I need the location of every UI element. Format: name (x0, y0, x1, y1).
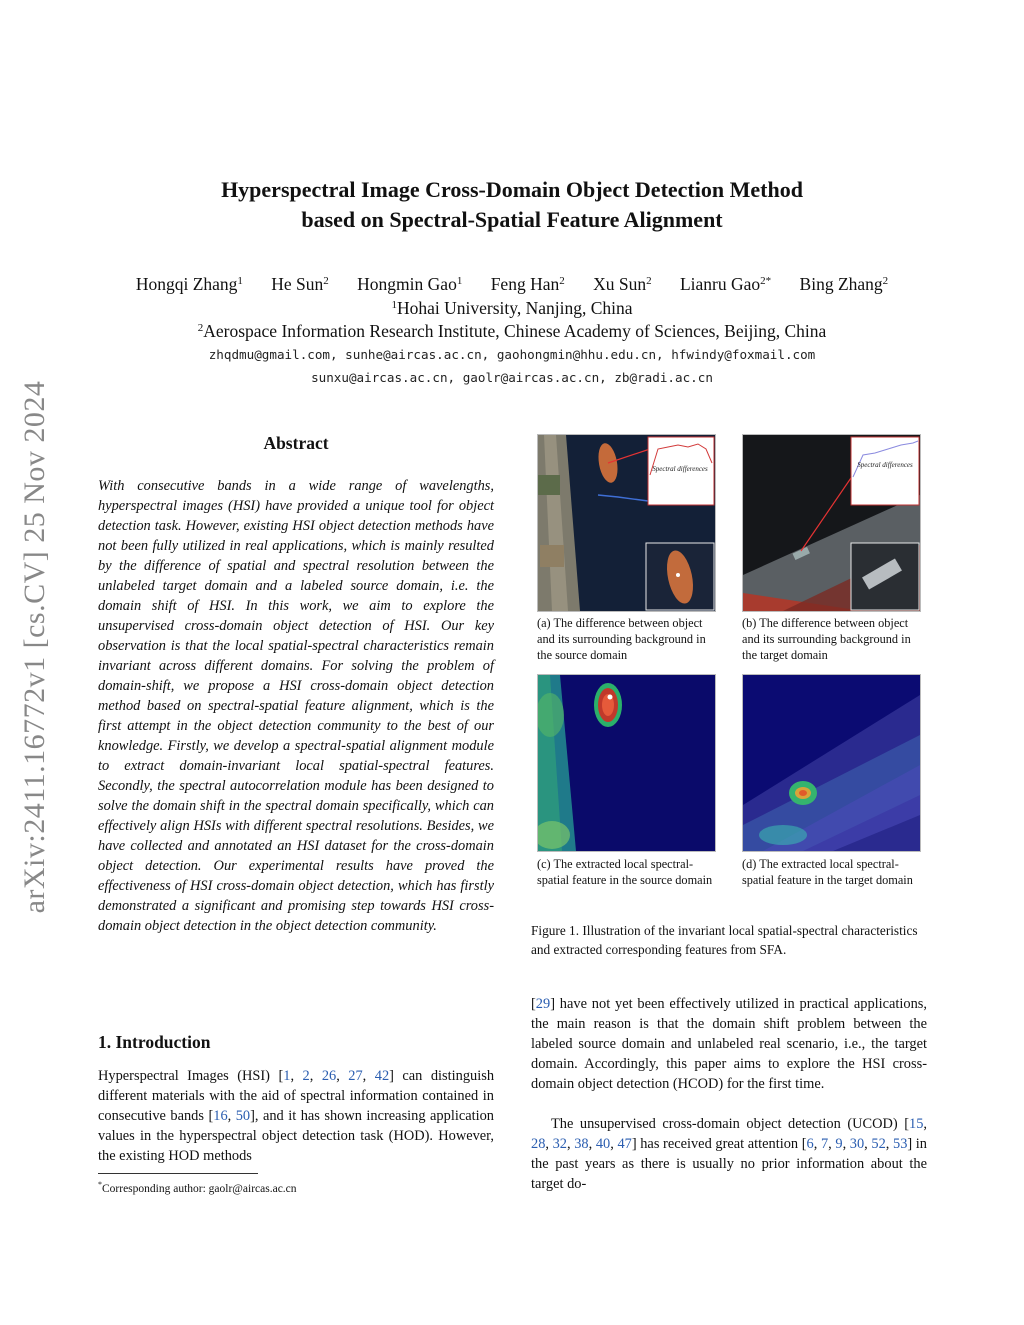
citation-link[interactable]: 28 (531, 1136, 546, 1152)
citation-link[interactable]: 7 (820, 1136, 829, 1152)
citation-link[interactable]: 15 (909, 1116, 924, 1132)
author: Bing Zhang$^2$ (799, 274, 889, 294)
figure-panel-c (537, 674, 716, 852)
intro-paragraph-right-2: The unsupervised cross-domain object detection (UCOD) [15, 28, 32, 38, 40, 47] has received great attention [6, 7, 9, 30, 52, 53] in the past years as there is usually no prior information about the target do- (531, 1116, 927, 1192)
source-feature-heatmap (538, 675, 715, 851)
citation-link[interactable]: 50 (235, 1108, 251, 1124)
affiliation-2: $^2$Aerospace Information Research Institute, Chinese Academy of Sciences, Beijing, China (197, 321, 827, 341)
footnote: *Corresponding author: gaolr@aircas.ac.cn (98, 1180, 297, 1195)
affiliation-1: $^1$Hohai University, Nanjing, China (391, 298, 633, 318)
paper-title (0, 175, 1024, 235)
target-feature-heatmap (743, 675, 920, 851)
subcaption-b: (b) The difference between object and its surrounding background in the target domain (742, 616, 911, 662)
inset-label: Spectral differences (652, 465, 708, 473)
citation-link[interactable]: 53 (893, 1136, 908, 1152)
citation-link[interactable]: 6 (806, 1136, 814, 1152)
subcaption-c: (c) The extracted local spectral-spatial feature in the source domain (537, 857, 713, 887)
target-domain-image (743, 435, 920, 611)
subcaption-a: (a) The difference between object and its surrounding background in the source domain (537, 616, 706, 662)
footnote-rule (98, 1173, 258, 1174)
citation-link[interactable]: 40 (595, 1136, 611, 1152)
citation-link[interactable]: 30 (849, 1136, 865, 1152)
author: He Sun$^2$ (271, 274, 329, 294)
author-list (0, 270, 1024, 296)
citation-link[interactable]: 47 (617, 1136, 632, 1152)
citation-link[interactable]: 52 (871, 1136, 886, 1152)
citation-link[interactable]: 42 (374, 1068, 390, 1084)
citation-link[interactable]: 27 (348, 1068, 363, 1084)
arxiv-identifier: arXiv:2411.16772v1 [cs.CV] 25 Nov 2024 (18, 380, 51, 914)
author: Xu Sun$^2$ (593, 274, 652, 294)
email-line-1: zhqdmu@gmail.com, sunhe@aircas.ac.cn, gaohongmin@hhu.edu.cn, hfwindy@foxmail.com (208, 347, 816, 362)
abstract-text: With consecutive bands in a wide range of wavelengths, hyperspectral images (HSI) have provided a unique tool for object detection task. However, existing HSI object detection methods have not been fully utilized in real applications, which is mainly resulted by the difference of spatial and spectral resolution between the unlabeled target domain and a labeled source domain, i.e. the domain shift of HSI. In this work, we aim to explore the unsupervised cross-domain object detection of HSI. Our key observation is that the local spatial-spectral characteristics remain invariant across different domains. For solving the problem of domain-shift, we propose a HSI cross-domain object detection method based on spectral-spatial feature alignment, which is the first attempt in the object detection community to the best of our knowledge. Firstly, we develop a spectral-spatial alignment module to extract domain-invariant local spatial-spectral features. Secondly, the spectral autocorrelation module has been designed to solve the domain shift in the spectral domain specifically, which can effectively align HSIs with different spectral resolutions. Besides, we have collected and annotated an HSI dataset for the cross-domain object detection. Our experimental results have proved the effectiveness of HSI cross-domain object detection, which has firstly demonstrated a significant and promising step towards HSI cross-domain object detection in the object detection community. (98, 478, 494, 934)
author: Feng Han$^2$ (490, 274, 565, 294)
citation-link[interactable]: 1 (283, 1068, 291, 1084)
author: Lianru Gao$^{2*}$ (679, 274, 772, 294)
citation-link[interactable]: 38 (574, 1136, 589, 1152)
figure-panel-d (742, 674, 921, 852)
email-line-2: sunxu@aircas.ac.cn, gaolr@aircas.ac.cn, zb@radi.ac.cn (311, 370, 713, 385)
title-line-2: based on Spectral-Spatial Feature Alignment (301, 207, 723, 232)
citation-link[interactable]: 32 (552, 1136, 567, 1152)
citation-link[interactable]: 26 (321, 1068, 337, 1084)
author: Hongqi Zhang$^1$ (135, 274, 243, 294)
figure-panel-b (742, 434, 921, 612)
figure-panel-a (537, 434, 716, 612)
inset-label: Spectral differences (857, 461, 913, 469)
title-line-1: Hyperspectral Image Cross-Domain Object Detection Method (221, 177, 803, 202)
citation-link[interactable]: 16 (213, 1108, 228, 1124)
abstract-heading: Abstract (263, 433, 329, 453)
intro-paragraph-left: Hyperspectral Images (HSI) [1, 2, 26, 27, 42] can distinguish different materials with the aid of spectral information contained in consecutive bands [16, 50], and it has shown increasing application values in the hyperspectral object detection task (HOD). However, the existing HOD methods (98, 1068, 495, 1164)
subcaption-d: (d) The extracted local spectral-spatial feature in the target domain (742, 857, 913, 887)
author: Hongmin Gao$^1$ (357, 274, 463, 294)
citation-link[interactable]: 29 (535, 996, 551, 1012)
citation-link[interactable]: 9 (835, 1136, 843, 1152)
intro-paragraph-right-1: [29] have not yet been effectively utilized in practical applications, the main reason is that the domain shift problem between the labeled source domain and unlabeled real scenario, i.e., the target domain. Accordingly, this paper aims to explore the HSI cross-domain object detection (HCOD) for the first time. (531, 996, 927, 1092)
section-heading-introduction: 1. Introduction (98, 1032, 211, 1052)
source-domain-image (538, 435, 715, 611)
citation-link[interactable]: 2 (302, 1068, 310, 1084)
figure-caption: Figure 1. Illustration of the invariant local spatial-spectral characteristics and extracted corresponding features from SFA. (531, 923, 918, 957)
